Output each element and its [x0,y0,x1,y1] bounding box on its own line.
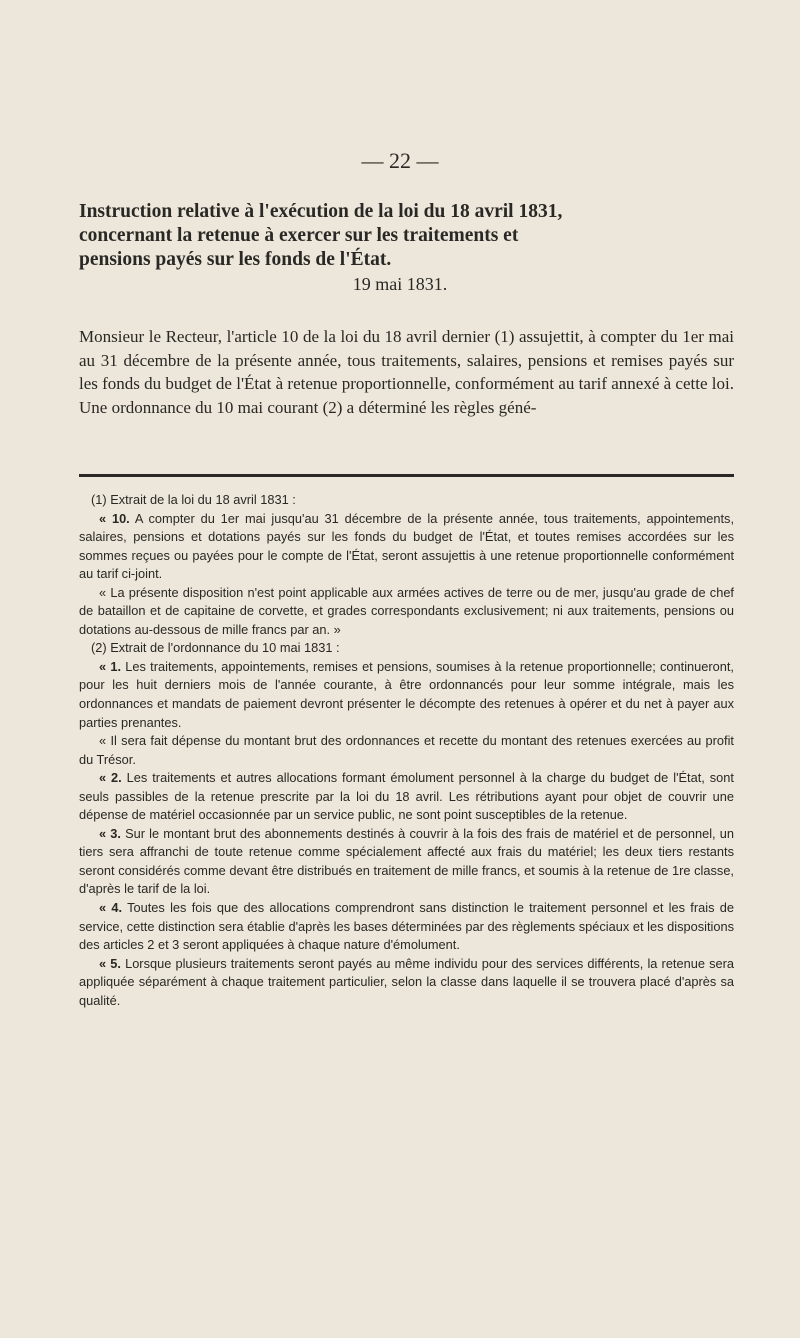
article-number: « 2. [99,770,122,786]
article-text: Les traitements et autres allocations formant émolument personnel à la charge du budget de l'État, sont seuls passibles de la retenue prescrite par la loi du 18 avril. Les rétributions ayant pour objet de couvrir une dépense de matériel occasionnée par un service public, ne sont point susceptibles de la retenue. [79,770,734,823]
article-text: Les traitements, appointements, remises et pensions, soumises à la retenue proportionnelle; continueront, pour les huit derniers mois de l'année courante, à être ordonnancés pour leur somme intégrale, mais les ordonnances et mandats de paiement devront présenter le décompte des retenues à opérer et du net à payer aux parties prenantes. [79,658,734,730]
article-text: Sur le montant brut des abonnements destinés à couvrir à la fois des frais de matériel et de personnel, un tiers sera affranchi de toute retenue comme spécialement affecté aux frais du matériel; les deux tiers restants seront considérés comme devant être distribués en traitement de mille francs, et soumis à la retenue de 1re classe, d'après le tarif de la loi. [79,825,734,897]
footnote-paragraph [79,769,734,825]
footnote-paragraph [79,658,734,732]
footnote-heading: (1) Extrait de la loi du 18 avril 1831 : [91,492,296,507]
body-paragraph: Une ordonnance du 10 mai courant (2) a déterminé les règles géné- [79,397,537,417]
article-number: « 10. [99,510,130,526]
title-line-1: Instruction relative à l'exécution de la loi du 18 avril 1831, [79,201,563,222]
article-number: « 4. [99,900,123,916]
footnotes [79,491,734,1010]
page-number: — 22 — [361,148,439,173]
article-number: « 5. [99,955,121,971]
article-text: Lorsque plusieurs traitements seront payés au même individu pour des services différents, la retenue sera appliquée séparément à chaque traitement particulier, selon la classe dans laquelle il se trouvera placé d'après sa qualité. [79,955,734,1008]
body-text [79,325,734,419]
footnote-paragraph [79,899,734,955]
footnote-divider [79,474,734,477]
document-title [79,200,739,272]
footnote-heading: (2) Extrait de l'ordonnance du 10 mai 1831 : [91,640,340,656]
title-line-2: concernant la retenue à exercer sur les traitements et [79,225,519,246]
title-line-3: pensions payés sur les fonds de l'État. [79,249,392,270]
article-text: Toutes les fois que des allocations comprendront sans distinction le traitement personnel et les frais de service, cette distinction sera établie d'après les bases déterminées par des règlements spéciaux et les dispositions des articles 2 et 3 seront appliquées à chaque nature d'émolument. [79,900,734,953]
article-number: « 1. [99,658,122,674]
article-text: A compter du 1er mai jusqu'au 31 décembre de la présente année, tous traitements, appointements, salaires, pensions et dotations payés sur les fonds du budget de l'État, et toutes remises accordées sur les sommes reçues ou payées pour le compte de l'État, seront assujettis à une retenue proportionnelle conformément au tarif ci-joint. [79,510,734,582]
footnote-paragraph [79,955,734,1011]
dateline: 19 mai 1831. [352,274,448,294]
body-paragraph: Monsieur le Recteur, l'article 10 de la loi du 18 avril dernier (1) assujettit, à compter du 1er mai au 31 décembre de la présente année, tous traitements, salaires, pensions et remises payés sur les fonds du budget de l'État à retenue proportionnelle, conformément au tarif annexé à cette loi. [79,327,734,393]
article-number: « 3. [99,825,121,841]
footnote-paragraph [79,825,734,899]
footnote-paragraph: « La présente disposition n'est point applicable aux armées actives de terre ou de mer, jusqu'au grade de chef de bataillon et de capitaine de corvette, et grades correspondants exclusivement; ni aux traitements, pensions ou dotations au-dessous de mille francs par an. » [79,584,734,637]
footnote-paragraph: « Il sera fait dépense du montant brut des ordonnances et recette du montant des retenues exercées au profit du Trésor. [79,733,734,767]
footnote-paragraph [79,510,734,584]
